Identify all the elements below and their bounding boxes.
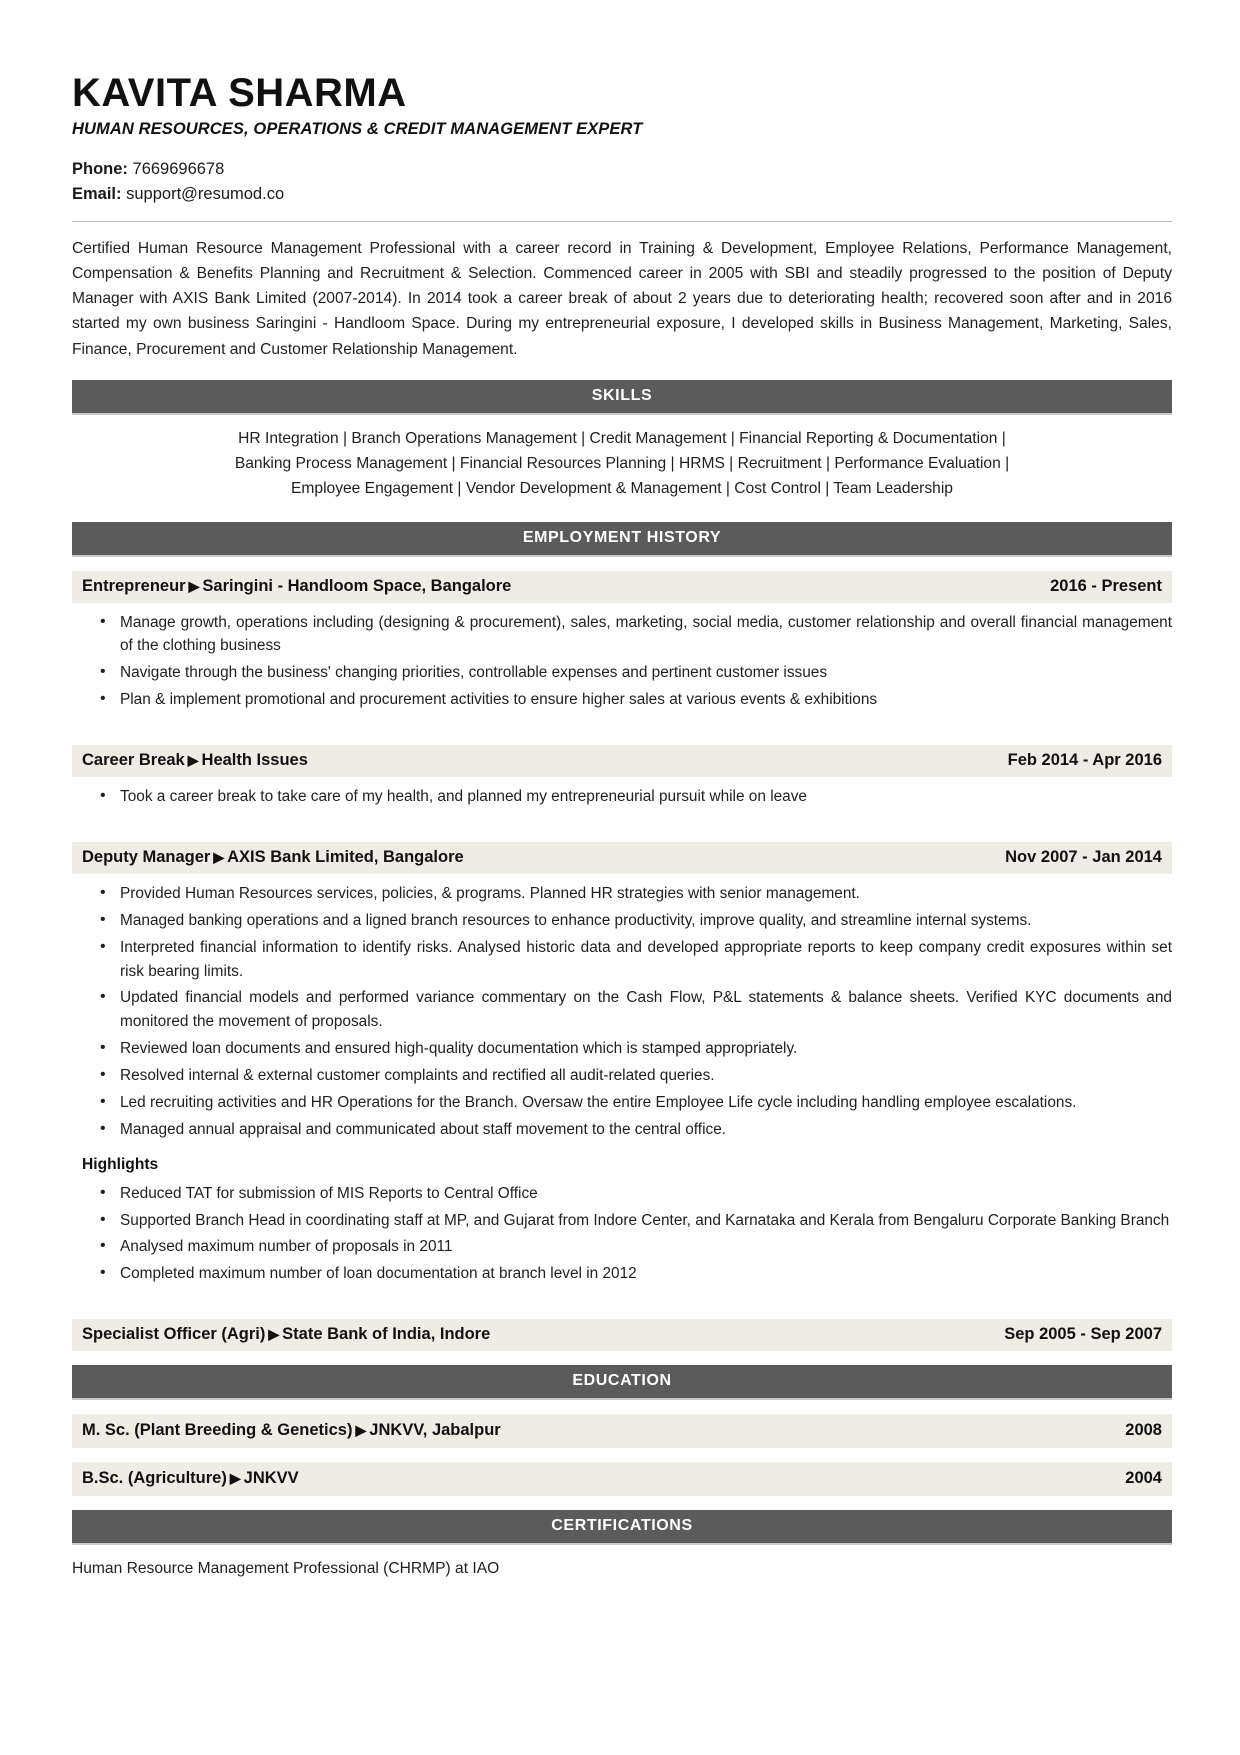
skills-line-3: Employee Engagement | Vendor Development & Management | Cost Control | Team Leadership xyxy=(291,479,953,497)
triangle-right-icon: ▶ xyxy=(355,1422,367,1439)
education-entry xyxy=(72,1414,1172,1448)
job-highlights xyxy=(72,1182,1172,1287)
job-role: Deputy Manager xyxy=(82,847,211,866)
candidate-tagline: HUMAN RESOURCES, OPERATIONS & CREDIT MANAGEMENT EXPERT xyxy=(72,120,643,138)
job-bullet: • Led recruiting activities and HR Operations for the Branch. Oversaw the entire Employee Life cycle including handling employee escalations. xyxy=(100,1091,1172,1115)
education-degree: M. Sc. (Plant Breeding & Genetics) xyxy=(82,1421,353,1440)
spacer xyxy=(72,812,1172,828)
section-title-education: EDUCATION xyxy=(72,1365,1172,1398)
skills-list xyxy=(72,427,1172,508)
job-title xyxy=(82,751,308,770)
section-title-employment: EMPLOYMENT HISTORY xyxy=(72,522,1172,555)
job-bullet: • Managed annual appraisal and communicated about staff movement to the central office. xyxy=(100,1118,1172,1142)
job-bullets xyxy=(72,882,1172,1142)
job-bullets xyxy=(72,785,1172,809)
job-company: AXIS Bank Limited, Bangalore xyxy=(227,847,464,866)
job-role: Career Break xyxy=(82,751,185,770)
job-title xyxy=(82,1325,490,1344)
job-bullet: • Plan & implement promotional and procurement activities to ensure higher sales at various events & exhibitions xyxy=(100,688,1172,712)
section-underline-certifications xyxy=(72,1543,1172,1545)
job-entry xyxy=(72,571,1172,713)
certification-item: Human Resource Management Professional (CHRMP) at IAO xyxy=(72,1560,500,1578)
triangle-right-icon: ▶ xyxy=(268,1326,280,1343)
skills-line-1: HR Integration | Branch Operations Management | Credit Management | Financial Reporting & Documentation | xyxy=(238,429,1006,447)
contact-phone-line xyxy=(72,157,1172,182)
job-company: Saringini - Handloom Space, Bangalore xyxy=(202,576,512,595)
job-entry xyxy=(72,745,1172,809)
email-value: support@resumod.co xyxy=(126,184,285,203)
phone-label: Phone: xyxy=(72,160,128,178)
triangle-right-icon: ▶ xyxy=(229,1470,241,1487)
job-title xyxy=(82,848,464,867)
contact-email-line xyxy=(72,182,1172,207)
highlight-bullet: • Completed maximum number of loan documentation at branch level in 2012 xyxy=(100,1262,1172,1286)
job-title xyxy=(82,577,511,596)
education-institute: JNKVV xyxy=(243,1469,299,1488)
job-dates: 2016 - Present xyxy=(1050,576,1162,595)
job-role: Entrepreneur xyxy=(82,576,186,595)
email-label: Email: xyxy=(72,184,122,203)
spacer xyxy=(72,715,1172,731)
section-underline-education xyxy=(72,1398,1172,1400)
job-entry xyxy=(72,842,1172,1286)
job-dates: Sep 2005 - Sep 2007 xyxy=(1004,1325,1162,1344)
candidate-name: KAVITA SHARMA xyxy=(72,71,407,115)
header-divider xyxy=(72,221,1172,222)
phone-value: 7669696678 xyxy=(132,160,225,178)
highlight-bullet: • Analysed maximum number of proposals in 2011 xyxy=(100,1235,1172,1259)
triangle-right-icon: ▶ xyxy=(188,577,200,594)
education-year: 2008 xyxy=(1125,1421,1162,1440)
job-company: Health Issues xyxy=(201,751,308,770)
job-entry xyxy=(72,1319,1172,1351)
highlight-bullet: • Supported Branch Head in coordinating staff at MP, and Gujarat from Indore Center, and Karnataka and Kerala from Bengaluru Corporate Banking Branch xyxy=(100,1209,1172,1233)
job-bullet: • Manage growth, operations including (designing & procurement), sales, marketing, social media, customer relationship and overall financial management of the clothing business xyxy=(100,611,1172,659)
section-underline-employment xyxy=(72,555,1172,557)
job-header xyxy=(72,842,1172,874)
professional-summary: Certified Human Resource Management Professional with a career record in Training & Development, Employee Relations, Performance Management, Compensation & Benefits Planning and Recruitment & Selection. Commenced career in 2005 with SBI and steadily progressed to the position of Deputy Manager with AXIS Bank Limited (2007-2014). In 2014 took a career break of about 2 years due to deteriorating health; recovered soon after and in 2016 started my own business Saringini - Handloom Space. During my entrepreneurial exposure, I developed skills in Business Management, Marketing, Sales, Finance, Procurement and Customer Relationship Management. xyxy=(72,239,1172,358)
triangle-right-icon: ▶ xyxy=(213,848,225,865)
education-entry xyxy=(72,1462,1172,1496)
resume-header xyxy=(72,72,1172,207)
highlight-bullet: • Reduced TAT for submission of MIS Reports to Central Office xyxy=(100,1182,1172,1206)
job-dates: Feb 2014 - Apr 2016 xyxy=(1007,751,1162,770)
education-institute: JNKVV, Jabalpur xyxy=(369,1421,501,1440)
education-degree: B.Sc. (Agriculture) xyxy=(82,1469,227,1488)
job-bullet: • Reviewed loan documents and ensured high-quality documentation which is stamped appropriately. xyxy=(100,1037,1172,1061)
spacer xyxy=(72,1289,1172,1305)
job-bullet: • Took a career break to take care of my health, and planned my entrepreneurial pursuit while on leave xyxy=(100,785,1172,809)
highlights-label: Highlights xyxy=(82,1155,159,1173)
education-title xyxy=(82,1421,501,1440)
section-underline-skills xyxy=(72,413,1172,415)
job-header xyxy=(72,745,1172,777)
job-bullet: • Provided Human Resources services, policies, & programs. Planned HR strategies with senior management. xyxy=(100,882,1172,906)
job-bullet: • Interpreted financial information to identify risks. Analysed historic data and developed appropriate reports to keep company credit exposures within set risk bearing limits. xyxy=(100,936,1172,984)
section-title-certifications: CERTIFICATIONS xyxy=(72,1510,1172,1543)
job-bullet: • Navigate through the business' changing priorities, controllable expenses and pertinent customer issues xyxy=(100,661,1172,685)
education-year: 2004 xyxy=(1125,1469,1162,1488)
job-bullets xyxy=(72,611,1172,713)
education-title xyxy=(82,1469,299,1488)
job-bullet: • Updated financial models and performed variance commentary on the Cash Flow, P&L statements & balance sheets. Verified KYC documents and monitored the movement of proposals. xyxy=(100,986,1172,1034)
job-bullet: • Managed banking operations and a ligned branch resources to enhance productivity, improve quality, and streamline internal systems. xyxy=(100,909,1172,933)
section-title-skills: SKILLS xyxy=(72,380,1172,413)
job-header xyxy=(72,571,1172,603)
job-header xyxy=(72,1319,1172,1351)
job-role: Specialist Officer (Agri) xyxy=(82,1325,266,1344)
job-dates: Nov 2007 - Jan 2014 xyxy=(1005,847,1162,866)
triangle-right-icon: ▶ xyxy=(187,752,199,769)
job-company: State Bank of India, Indore xyxy=(282,1325,491,1344)
skills-line-2: Banking Process Management | Financial Resources Planning | HRMS | Recruitment | Performance Evaluation | xyxy=(234,454,1010,472)
job-bullet: • Resolved internal & external customer complaints and rectified all audit-related queries. xyxy=(100,1064,1172,1088)
